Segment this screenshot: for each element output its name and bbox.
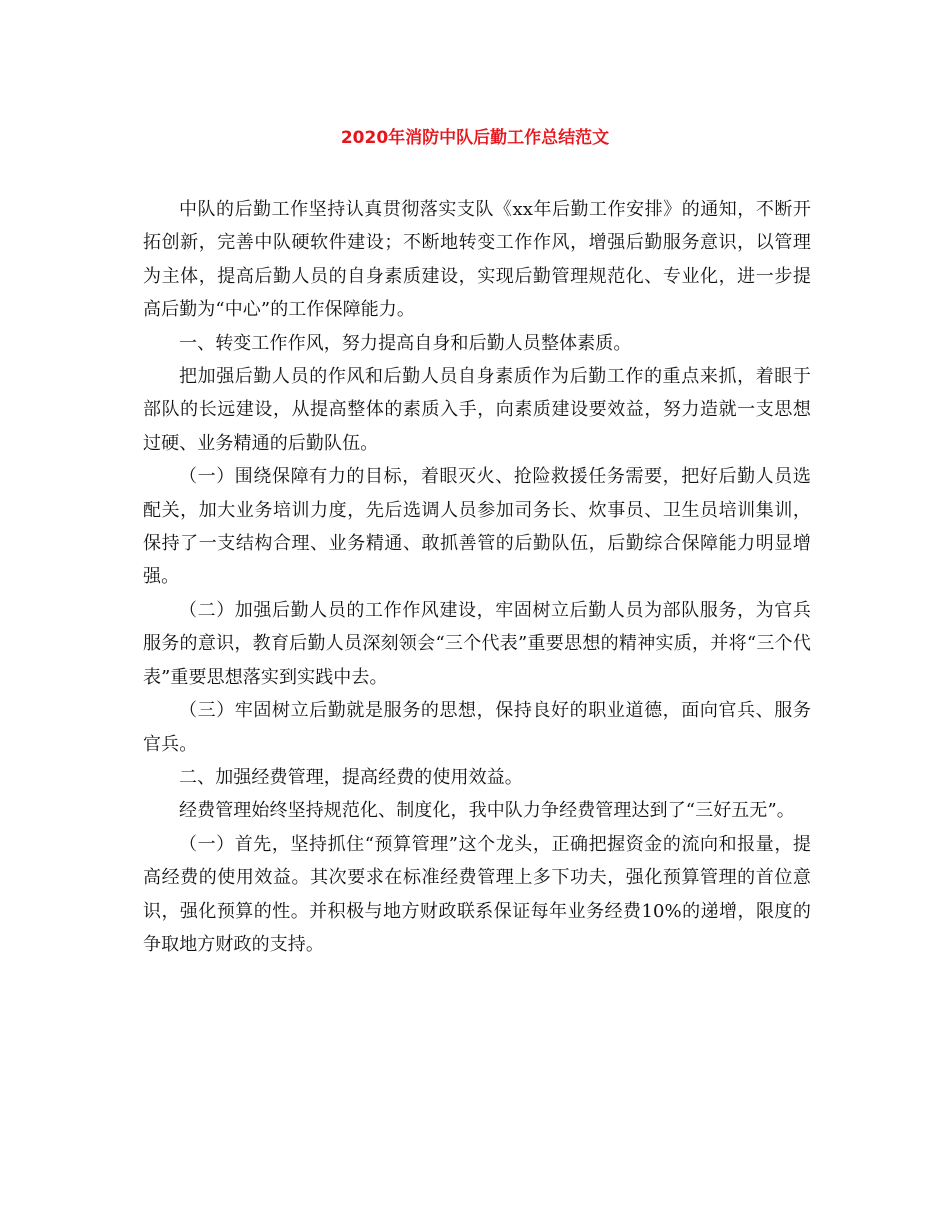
document-body — [143, 193, 811, 961]
paragraph-item-1-2: （二）加强后勤人员的工作作风建设，牢固树立后勤人员为部队服务，为官兵服务的意识，教育后勤人员深刻领会“三个代表”重要思想的精神实质，并将“三个代表”重要思想落实到实践中去。 — [143, 599, 811, 688]
paragraph-item-1-3: （三）牢固树立后勤就是服务的思想，保持良好的职业道德，面向官兵、服务官兵。 — [143, 700, 811, 755]
paragraph: 经费管理始终坚持规范化、制度化，我中队力争经费管理达到了“三好五无”。 — [179, 800, 795, 822]
paragraph: 把加强后勤人员的作风和后勤人员自身素质作为后勤工作的重点来抓，着眼于部队的长远建设，从提高整体的素质入手，向素质建设要效益，努力造就一支思想过硬、业务精通的后勤队伍。 — [143, 366, 811, 454]
section-heading-2: 二、加强经费管理，提高经费的使用效益。 — [179, 766, 523, 788]
section-heading-1: 一、转变工作作风，努力提高自身和后勤人员整体素质。 — [179, 332, 632, 354]
paragraph-item-1-1: （一）围绕保障有力的目标，着眼灭火、抢险救援任务需要，把好后勤人员选配关，加大业务培训力度，先后选调人员参加司务长、炊事员、卫生员培训集训，保持了一支结构合理、业务精通、敢抓善管的后勤队伍，后勤综合保障能力明显增强。 — [143, 466, 811, 588]
paragraph-item-2-1: （一）首先，坚持抓住“预算管理”这个龙头，正确把握资金的流向和报量，提高经费的使用效益。其次要求在标准经费管理上多下功夫，强化预算管理的首位意识，强化预算的性。并积极与地方财政联系保证每年业务经费10%的递增，限度的争取地方财政的支持。 — [143, 833, 811, 955]
document-title: 2020年消防中队后勤工作总结范文 — [340, 128, 610, 148]
paragraph-intro: 中队的后勤工作坚持认真贯彻落实支队《xx年后勤工作安排》的通知，不断开拓创新，完善中队硬软件建设；不断地转变工作作风，增强后勤服务意识，以管理为主体，提高后勤人员的自身素质建设，实现后勤管理规范化、专业化，进一步提高后勤为“中心”的工作保障能力。 — [143, 199, 811, 321]
